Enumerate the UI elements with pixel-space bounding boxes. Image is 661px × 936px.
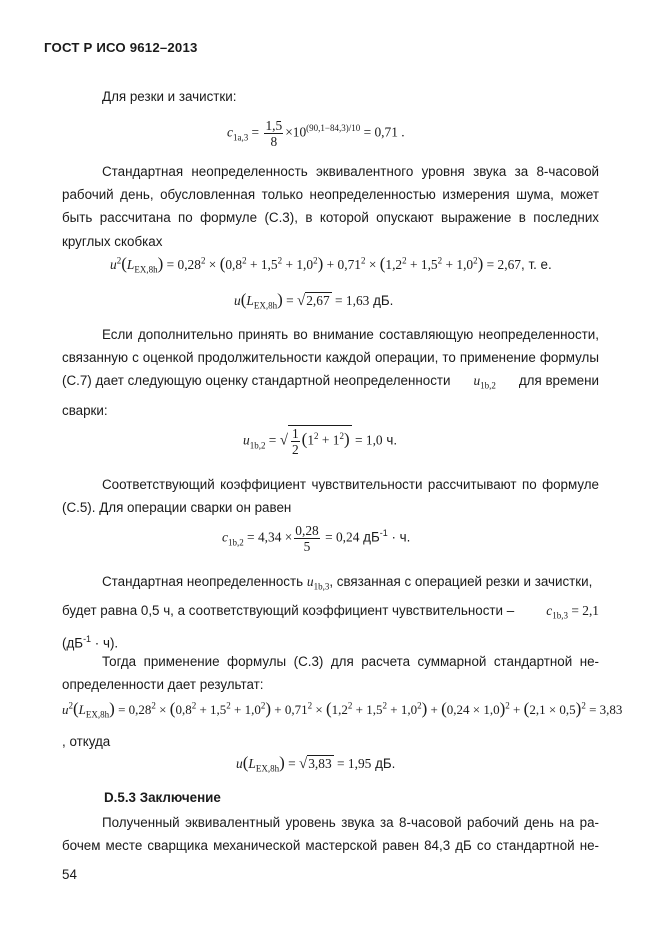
formula-unit: дБ.: [369, 293, 394, 308]
formula-part: 1,2: [385, 257, 403, 272]
formula-symbol: c: [227, 124, 233, 140]
formula-exponent: -1: [379, 528, 388, 539]
document-header: ГОСТ Р ИСО 9612–2013: [44, 40, 198, 55]
inline-formula: [473, 369, 495, 392]
text-line: , откуда: [62, 734, 111, 749]
text-line: рабочий день, обусловленная только неопределенностью измерения шума, может: [62, 187, 599, 203]
formula-subscript: 1a,3: [232, 132, 249, 143]
paragraph-sensitivity: [62, 473, 599, 519]
formula-part: + 1,0: [442, 257, 474, 272]
formula-part: =: [284, 756, 299, 771]
text-line: [62, 567, 599, 596]
formula-exponent: 2: [116, 255, 122, 266]
text-line: Для резки и зачистки:: [102, 89, 237, 104]
formula-part: + 1: [318, 432, 340, 448]
formula-part: + 1,5: [246, 257, 278, 272]
text-line: Если дополнительно принять во внимание составляющую неопределенности,: [102, 327, 599, 342]
formula-symbol: L: [246, 293, 254, 308]
text-line: быть рассчитана по формуле (С.3), в которой опускают выражение в последних: [62, 210, 599, 226]
fraction-denominator: 5: [303, 539, 311, 554]
text-line: Соответствующий коэффициент чувствительности рассчитывают по формуле: [102, 477, 599, 492]
formula-part: =: [282, 293, 297, 308]
fraction-denominator: 2: [291, 442, 299, 457]
formula-subscript: EX,8h: [85, 709, 110, 720]
formula-symbol: u: [62, 702, 69, 717]
formula-result: = 2,67: [483, 257, 521, 272]
formula-subscript: EX,8h: [253, 300, 278, 311]
formula-part: 0,8: [225, 257, 243, 272]
formula-part: + 1,0: [230, 702, 261, 717]
fraction-numerator: 1: [291, 426, 299, 441]
formula-c1a3: [227, 118, 405, 149]
formula-fraction: [294, 523, 319, 554]
text-line: [62, 369, 599, 392]
formula-result: = 3,83: [585, 702, 623, 717]
formula-exponent: 2: [68, 700, 73, 711]
formula-part: ×: [312, 702, 326, 717]
page-number: 54: [62, 867, 77, 882]
fraction-numerator: 0,28: [295, 523, 319, 538]
text-line: круглых скобках: [62, 233, 163, 249]
text-line: Полученный эквивалентный уровень звука за 8-часовой рабочий день на ра-: [102, 815, 599, 830]
paragraph-whence: [62, 730, 599, 753]
formula-part: + 1,0: [387, 702, 418, 717]
text-line: [62, 596, 599, 625]
formula-radicand: 3,83: [308, 756, 332, 771]
formula-part: + 1,5: [196, 702, 227, 717]
formula-result: = 0,71 .: [360, 124, 405, 140]
text-fragment: (С.7) дает следующую оценку стандартной неопределенности: [62, 373, 451, 389]
formula-part: 0,24 × 1,0: [446, 702, 500, 717]
text-line: Стандартная неопределенность эквивалентного уровня звука за 8-часовой: [102, 164, 599, 179]
paragraph-combined-uncertainty: [62, 650, 599, 696]
formula-result: = 0,24: [321, 529, 360, 545]
paragraph-standard-uncertainty: [62, 160, 599, 253]
formula-part: ×: [155, 702, 170, 717]
formula-fraction: [264, 118, 283, 149]
text-fragment: · ч).: [91, 635, 119, 651]
formula-part: 2,1 × 0,5: [529, 702, 576, 717]
text-line: бочем месте сварщика механической мастерской равен 84,3 дБ со стандартной не-: [62, 838, 599, 854]
formula-part: + 1,5: [352, 702, 383, 717]
formula-part: +: [427, 702, 442, 717]
formula-unit: ч.: [382, 432, 398, 448]
formula-symbol: L: [248, 756, 256, 771]
formula-result: = 1,95: [333, 756, 372, 771]
formula-part: ×: [365, 257, 380, 272]
formula-part: =: [265, 432, 280, 448]
formula-trailing-text: , т. е.: [521, 257, 552, 272]
text-fragment: Стандартная неопределенность: [102, 574, 304, 589]
formula-symbol: c: [546, 603, 553, 618]
formula-symbol: u: [306, 574, 314, 589]
formula-c1b2: [222, 523, 410, 554]
formula-symbol: L: [78, 702, 86, 717]
formula-u2-combined: $u^2(L_{EX,8h}) = 0,28^2 \times (0,8^2 + 1,5^2 + 1,0^2) + 0,71^2 \times (1,2^2 + 1,5^2 + 1,0^2) + (0,24 \times 1,0)^2 + (2,1 \times 0,5)^2 = 3,83$: [62, 699, 623, 720]
formula-part: = 0,28: [163, 257, 201, 272]
formula-radicand: 2,67: [306, 293, 330, 308]
paragraph-cutting-uncertainty: [62, 567, 599, 657]
formula-result: = 2,1: [568, 603, 599, 618]
formula-unit: дБ.: [371, 756, 396, 771]
section-heading-conclusion: D.5.3 Заключение: [104, 790, 221, 805]
formula-symbol: L: [126, 257, 135, 272]
formula-symbol: c: [222, 529, 228, 545]
formula-subscript: 1b,3: [552, 610, 568, 621]
formula-part: + 1,5: [406, 257, 438, 272]
formula-subscript: 1b,3: [313, 581, 330, 592]
formula-u2-first: $u^2(L_{EX,8h}) = 0,28^2 \times (0,8^2 + 1,5^2 + 1,0^2) + 0,71^2 \times (1,2^2 + 1,5^2 + 1,0^2) = 2,67$, т. е.: [110, 254, 552, 275]
formula-radicand: $\frac{1}{2}$ $(1^2 + 1^2)$: [288, 425, 352, 457]
formula-symbol: u: [473, 373, 481, 389]
text-line: связанную с оценкой продолжительности каждой операции, то применение формулы: [62, 350, 599, 366]
formula-symbol: u: [110, 257, 117, 272]
formula-unit: · ч.: [387, 529, 411, 545]
formula-symbol: u: [236, 756, 243, 771]
formula-part: 1,2: [331, 702, 348, 717]
formula-exponent: -1: [83, 634, 92, 644]
text-line: (С.5). Для операции сварки он равен: [62, 500, 292, 516]
formula-result: = 1,63: [331, 293, 370, 308]
formula-subscript: EX,8h: [134, 264, 158, 275]
formula-subscript: 1b,2: [249, 440, 266, 451]
formula-part: + 1,0: [282, 257, 314, 272]
text-fragment: для времени: [518, 373, 599, 389]
formula-subscript: 1b,2: [227, 537, 244, 548]
text-line: Тогда применение формулы (С.3) для расчета суммарной стандартной не-: [102, 654, 599, 669]
formula-part: 0,8: [175, 702, 192, 717]
formula-subscript: 1b,2: [480, 381, 496, 392]
text-fragment: , связанная с операцией резки и зачистки,: [329, 574, 593, 589]
fraction-denominator: 8: [270, 134, 278, 149]
paragraph-conclusion: [62, 811, 599, 857]
formula-part: ×10: [285, 124, 307, 140]
text-fragment: (дБ: [62, 635, 84, 651]
formula-part: +: [509, 702, 524, 717]
formula-part: + 0,71: [323, 257, 361, 272]
fraction-numerator: 1,5: [265, 118, 283, 133]
formula-result: = 1,0: [351, 432, 383, 448]
formula-u-combined: $u(L_{EX,8h}) = √3,83 = 1,95$ дБ.: [236, 753, 396, 774]
formula-symbol: u: [243, 432, 250, 448]
formula-exponent: (90,1−84,3)/10: [306, 123, 361, 134]
formula-u-first: $u(L_{EX,8h}) = √2,67 = 1,63$ дБ.: [234, 290, 394, 311]
text-fragment: будет равна 0,5 ч, а соответствующий коэффициент чувствительности –: [62, 603, 515, 618]
formula-part: = 4,34 ×: [243, 529, 293, 545]
formula-subscript: EX,8h: [255, 763, 280, 774]
formula-part: ×: [205, 257, 220, 272]
text-line: сварки:: [62, 402, 108, 418]
formula-unit: дБ: [359, 529, 380, 545]
paragraph-cutting-intro: [62, 85, 599, 108]
formula-u1b2: $u_{1b,2}$ = √ $\frac{1}{2}$ $(1^2 + 1^2) = 1,0$ ч.: [243, 426, 398, 457]
formula-part: = 0,28: [114, 702, 152, 717]
formula-part: 1: [307, 432, 315, 448]
paragraph-duration-uncertainty: [62, 323, 599, 422]
text-line: определенности дает результат:: [62, 677, 264, 693]
formula-part: =: [248, 124, 263, 140]
formula-symbol: u: [234, 293, 241, 308]
formula-part: + 0,71: [271, 702, 308, 717]
